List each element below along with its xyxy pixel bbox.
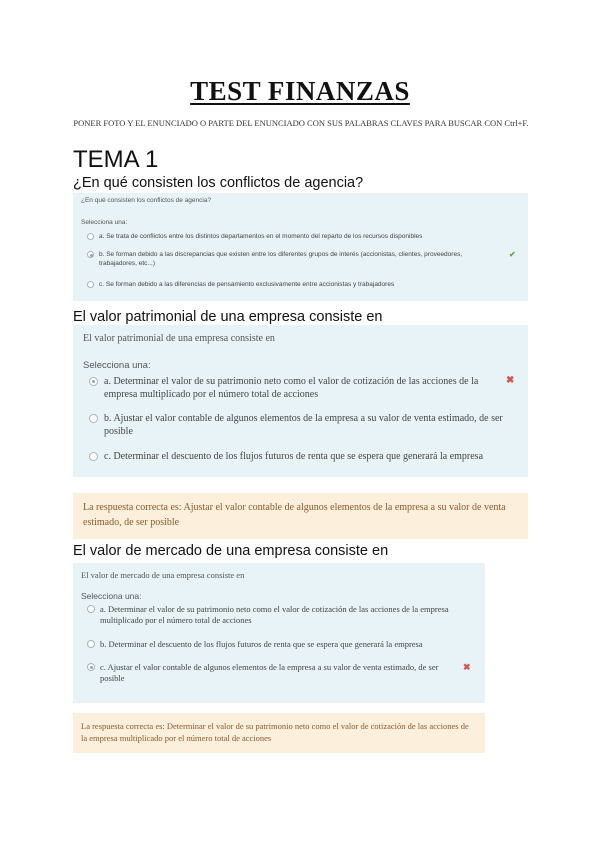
option-label: c. Se forman debido a las diferencias de pensamiento exclusivamente entre accionistas y trabajadores (99, 281, 395, 288)
document-title: TEST FINANZAS (190, 76, 410, 106)
cross-icon: ✖ (463, 662, 471, 672)
option-label: c. Determinar el descuento de los flujos futuros de renta que se espera que generará la empresa (104, 451, 484, 462)
question-2-heading: El valor patrimonial de una empresa consiste en (73, 309, 383, 325)
question-3-option-a[interactable] (87, 604, 467, 626)
question-2-correct-answer: La respuesta correcta es: Ajustar el valor contable de algunos elementos de la empresa a su valor de venta estimado, de ser posible (73, 493, 528, 539)
question-3-heading: El valor de mercado de una empresa consiste en (73, 543, 389, 559)
question-3-prompt: El valor de mercado de una empresa consiste en (81, 570, 245, 580)
question-1-prompt: ¿En qué consisten los conflictos de agencia? (81, 197, 212, 204)
question-1-option-c[interactable] (87, 280, 507, 289)
option-label: c. Ajustar el valor contable de algunos elementos de la empresa a su valor de venta estimado, de ser posible (100, 662, 439, 683)
radio-button-selected[interactable] (89, 377, 98, 386)
question-2-select-label: Selecciona una: (83, 360, 151, 371)
option-label: b. Ajustar el valor contable de algunos elementos de la empresa a su valor de venta estimado, de ser posible (104, 413, 503, 437)
radio-button-selected[interactable] (87, 251, 94, 258)
option-label: b. Se forman debido a las discrepancias que existen entre los diferentes grupos de interés (accionistas, clientes, proveedores, trabajadores, etc...) (99, 251, 463, 267)
question-3-option-c[interactable] (87, 662, 462, 684)
question-3-box (73, 563, 485, 703)
question-3-correct-answer: La respuesta correcta es: Determinar el valor de su patrimonio neto como el valor de cotización de las acciones de la empresa multiplicado por el número total de acciones (73, 713, 485, 753)
radio-button[interactable] (87, 605, 95, 613)
question-1-box (73, 193, 528, 301)
question-1-option-b[interactable] (87, 250, 492, 268)
question-2-box (73, 325, 528, 477)
radio-button[interactable] (89, 414, 98, 423)
option-label: b. Determinar el descuento de los flujos futuros de renta que se espera que generará la empresa (100, 639, 423, 649)
question-3-select-label: Selecciona una: (81, 591, 142, 601)
question-1-select-label: Selecciona una: (81, 219, 128, 226)
question-3-option-b[interactable] (87, 639, 482, 650)
cross-icon: ✖ (506, 375, 515, 386)
question-2-prompt: El valor patrimonial de una empresa consiste en (83, 333, 275, 344)
question-1-option-a[interactable] (87, 232, 507, 241)
question-2-option-a[interactable] (89, 375, 499, 401)
radio-button[interactable] (89, 452, 98, 461)
radio-button-selected[interactable] (87, 663, 95, 671)
check-icon: ✔ (509, 250, 516, 259)
intro-instructions: PONER FOTO Y EL ENUNCIADO O PARTE DEL ENUNCIADO CON SUS PALABRAS CLAVES PARA BUSCAR CON Ctrl+F. (73, 118, 529, 128)
question-2-option-b[interactable] (89, 412, 519, 438)
option-label: a. Se trata de conflictos entre los distintos departamentos en el momento del reparto de los recursos disponibles (99, 233, 423, 240)
radio-button[interactable] (87, 640, 95, 648)
radio-button[interactable] (87, 281, 94, 288)
question-1-heading: ¿En qué consisten los conflictos de agencia? (73, 175, 364, 191)
option-label: a. Determinar el valor de su patrimonio neto como el valor de cotización de las acciones de la empresa multiplicado por el número total de acciones (100, 604, 449, 625)
question-2-option-c[interactable] (89, 450, 519, 463)
section-heading: TEMA 1 (73, 146, 159, 173)
radio-button[interactable] (87, 233, 94, 240)
option-label: a. Determinar el valor de su patrimonio neto como el valor de cotización de las acciones de la empresa multiplicado por el número total de acciones (104, 376, 479, 400)
